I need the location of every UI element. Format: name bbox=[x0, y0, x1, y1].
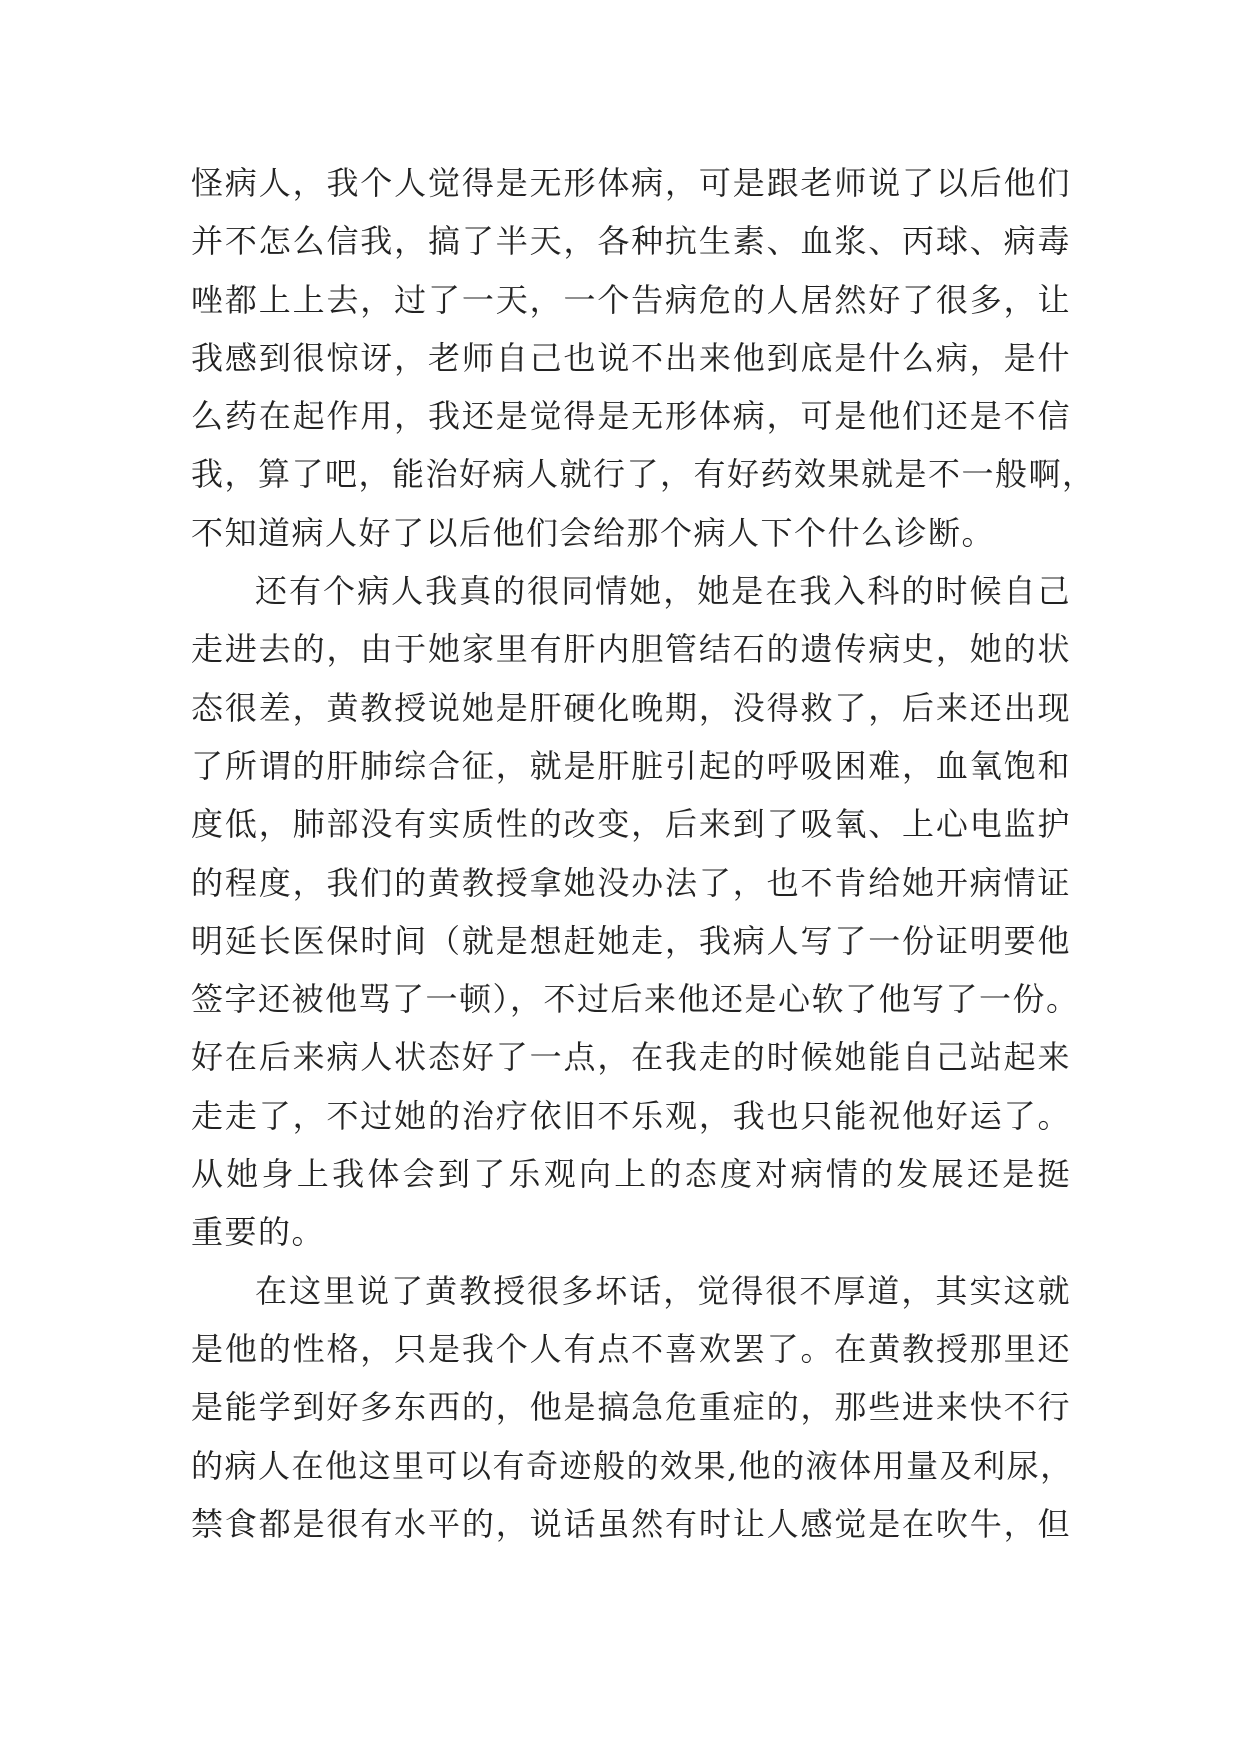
text-line: 的程度，我们的黄教授拿她没办法了，也不肯给她开病情证 bbox=[191, 863, 1071, 902]
text-line: 唑都上上去，过了一天，一个告病危的人居然好了很多，让 bbox=[191, 280, 1071, 319]
text-line: 重要的。 bbox=[191, 1213, 326, 1252]
text-line: 明延长医保时间（就是想赶她走，我病人写了一份证明要他 bbox=[191, 921, 1071, 960]
text-line: 度低，肺部没有实质性的改变，后来到了吸氧、上心电监护 bbox=[191, 805, 1071, 844]
text-line: 是他的性格，只是我个人有点不喜欢罢了。在黄教授那里还 bbox=[191, 1329, 1071, 1368]
text-line: 么药在起作用，我还是觉得是无形体病，可是他们还是不信 bbox=[191, 397, 1071, 436]
text-line: 怪病人，我个人觉得是无形体病，可是跟老师说了以后他们 bbox=[191, 164, 1071, 202]
paragraph-first-line: 在这里说了黄教授很多坏话，觉得很不厚道，其实这就 bbox=[255, 1271, 1071, 1310]
text-line: 不知道病人好了以后他们会给那个病人下个什么诊断。 bbox=[191, 513, 996, 552]
text-line: 走走了，不过她的治疗依旧不乐观，我也只能祝他好运了。 bbox=[191, 1096, 1071, 1135]
text-line: 的病人在他这里可以有奇迹般的效果,他的液体用量及利尿， bbox=[191, 1446, 1074, 1485]
text-line: 走进去的，由于她家里有肝内胆管结石的遗传病史，她的状 bbox=[191, 630, 1071, 669]
paragraph-first-line: 还有个病人我真的很同情她，她是在我入科的时候自己 bbox=[255, 572, 1071, 611]
text-line: 好在后来病人状态好了一点，在我走的时候她能自己站起来 bbox=[191, 1038, 1071, 1077]
document-body bbox=[191, 154, 1096, 1553]
text-line: 态很差，黄教授说她是肝硬化晚期，没得救了，后来还出现 bbox=[191, 688, 1071, 727]
text-line: 禁食都是很有水平的，说话虽然有时让人感觉是在吹牛，但 bbox=[191, 1504, 1071, 1543]
text-line: 从她身上我体会到了乐观向上的态度对病情的发展还是挺 bbox=[191, 1155, 1071, 1194]
text-line: 我，算了吧，能治好病人就行了，有好药效果就是不一般啊， bbox=[191, 455, 1096, 494]
text-line: 是能学到好多东西的，他是搞急危重症的，那些进来快不行 bbox=[191, 1388, 1071, 1427]
text-line: 签字还被他骂了一顿），不过后来他还是心软了他写了一份。 bbox=[191, 980, 1080, 1019]
text-line: 了所谓的肝肺综合征，就是肝脏引起的呼吸困难，血氧饱和 bbox=[191, 746, 1071, 785]
text-line: 并不怎么信我，搞了半天，各种抗生素、血浆、丙球、病毒 bbox=[191, 222, 1071, 261]
text-line: 我感到很惊讶，老师自己也说不出来他到底是什么病，是什 bbox=[191, 338, 1071, 377]
